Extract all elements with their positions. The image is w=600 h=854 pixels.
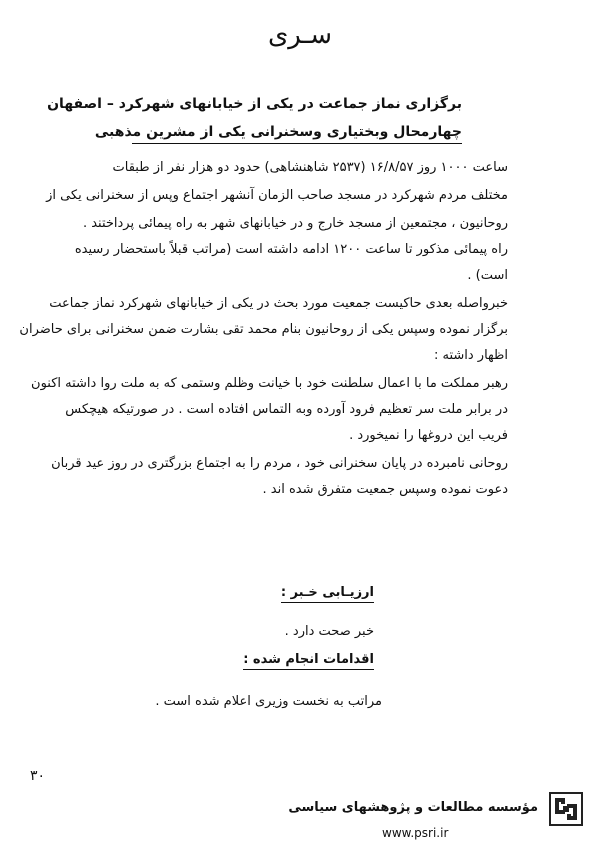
page-number: ۳۰ bbox=[30, 768, 46, 784]
institute-name: مؤسسه مطالعات و پژوهشهای سیاسی bbox=[288, 800, 538, 815]
actions-value: مراتب به نخست وزیری اعلام شده است . bbox=[155, 694, 382, 709]
document-title-line-2: چهارمحال وبختیاری وسخنرانی یکی از مشرین مذهبی bbox=[94, 124, 462, 140]
body-line: مختلف مردم شهرکرد در مسجد صاحب الزمان آنشهر اجتماع وپس از سخنرانی یکی از bbox=[46, 188, 508, 203]
body-line: فریب این دروغها را نمیخورد . bbox=[349, 428, 508, 443]
actions-label: اقدامات انجام شده : bbox=[243, 652, 374, 670]
document-title-line-1: برگزاری نماز جماعت در یکی از خیابانهای شهرکرد – اصفهان bbox=[47, 96, 462, 112]
body-line: خبرواصله بعدی حاکیست جمعیت مورد بحث در یکی از خیابانهای شهرکرد نماز جماعت bbox=[49, 296, 508, 311]
body-line: اظهار داشته : bbox=[433, 348, 508, 363]
body-line: است) . bbox=[467, 268, 508, 283]
assessment-label: ارزیـابی خـبر : bbox=[281, 585, 374, 603]
institute-url[interactable]: www.psri.ir bbox=[382, 826, 449, 840]
body-line: برگزار نموده وسپس یکی از روحانیون بنام محمد تقی بشارت ضمن سخنرانی برای حاضران bbox=[19, 322, 508, 337]
body-line: ساعت ۱۰۰۰ روز ۱۶/۸/۵۷ (۲۵۳۷ شاهنشاهی) حدود دو هزار نفر از طبقات bbox=[112, 160, 508, 175]
institute-logo-icon bbox=[549, 792, 583, 826]
assessment-value: خبر صحت دارد . bbox=[284, 624, 374, 639]
body-line: راه پیمائی مذکور تا ساعت ۱۲۰۰ ادامه داشته است (مراتب قبلاً باستحضار رسیده bbox=[74, 242, 508, 257]
body-line: روحانی نامبرده در پایان سخنرانی خود ، مردم را به اجتماع بزرگتری در روز عید قربان bbox=[51, 456, 508, 471]
body-line: رهبر مملکت ما با اعمال سلطنت خود با خیانت وظلم وستمی که به ملت روا داشته اکنون bbox=[31, 376, 508, 391]
body-line: دعوت نموده وسپس جمعیت متفرق شده اند . bbox=[262, 482, 508, 497]
classification-heading: سـری bbox=[267, 20, 333, 50]
title-underline bbox=[132, 143, 462, 144]
body-line: روحانیون ، مجتمعین از مسجد خارج و در خیابانهای شهر به راه پیمائی پرداختند . bbox=[82, 216, 508, 231]
body-line: در برابر ملت سر تعظیم فرود آورده وبه التماس افتاده است . در صورتیکه هیچکس bbox=[65, 402, 508, 417]
